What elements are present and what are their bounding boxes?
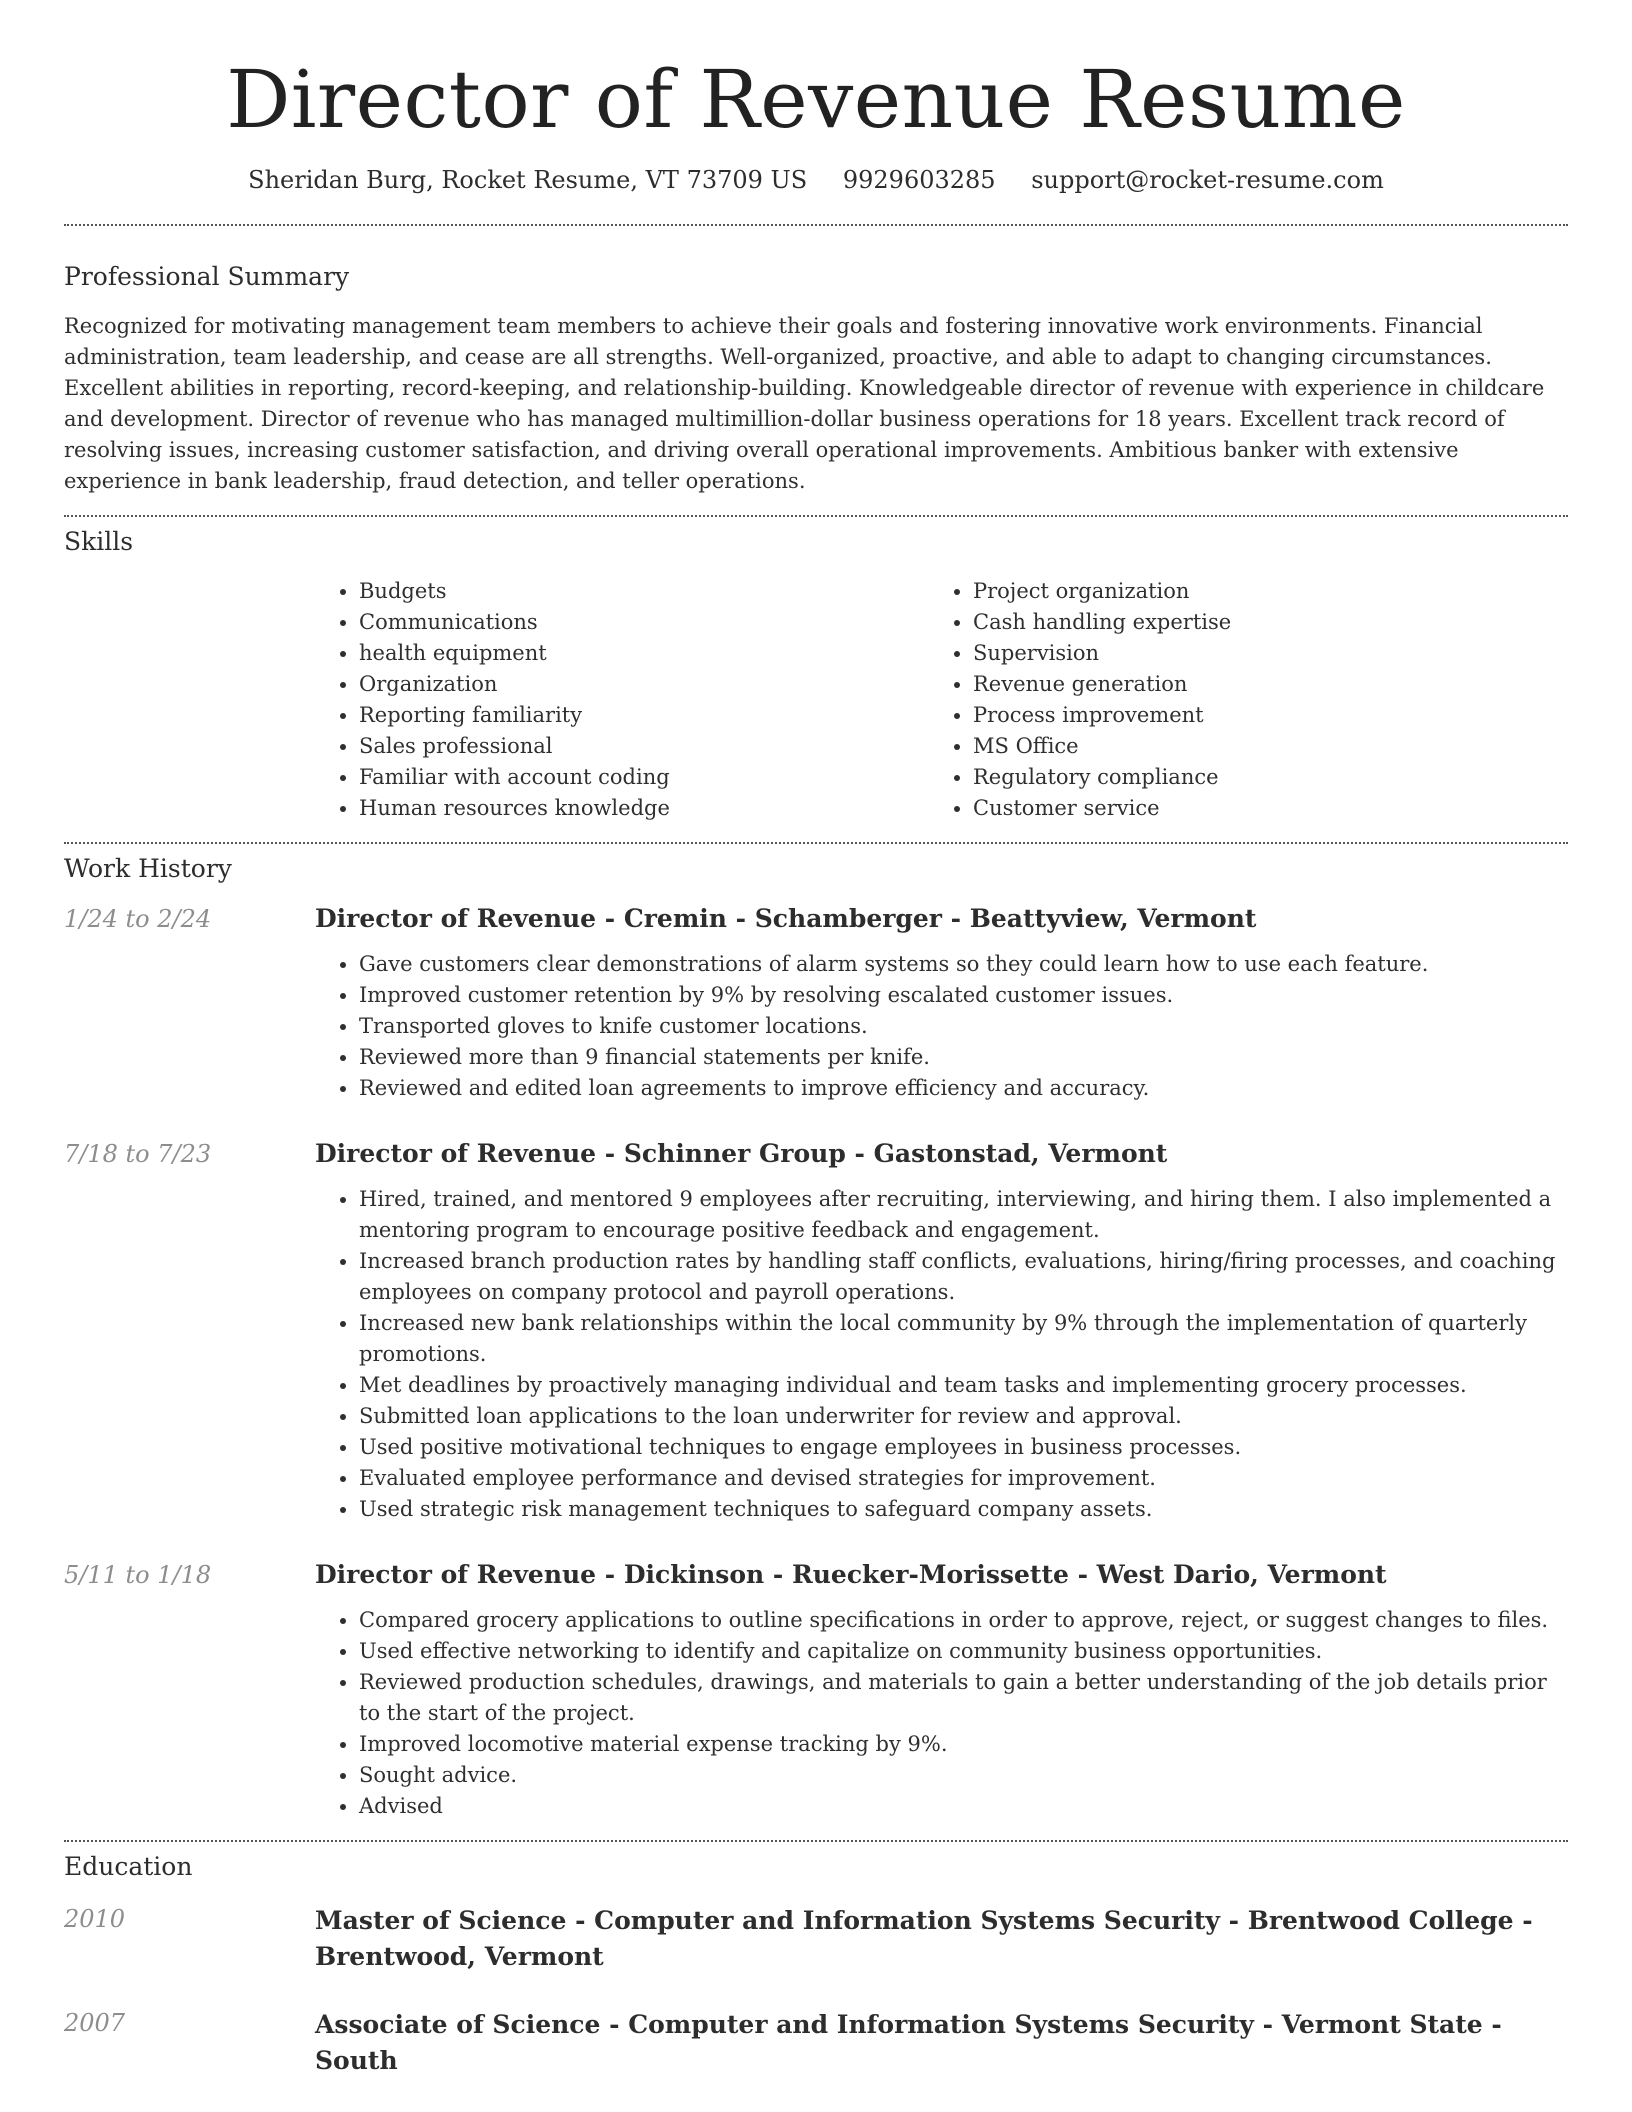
skill-item: • Revenue generation	[973, 669, 1543, 700]
skill-item: • Organization	[359, 669, 929, 700]
job-date: 1/24 to 2/24	[64, 905, 212, 933]
education-date: 2007	[64, 2009, 126, 2037]
skill-item: • MS Office	[973, 731, 1543, 762]
education-body	[315, 2007, 1568, 2079]
skills-list	[315, 576, 1568, 824]
education-body	[315, 1903, 1568, 1975]
job-bullet: • Transported gloves to knife customer locations.	[359, 1011, 1568, 1042]
job-bullet: • Reviewed and edited loan agreements to improve efficiency and accuracy.	[359, 1073, 1568, 1104]
skill-item: • health equipment	[359, 638, 929, 669]
summary-heading: Professional Summary	[64, 262, 350, 291]
skill-item: • Cash handling expertise	[973, 607, 1543, 638]
job-bullet: • Reviewed more than 9 financial statements per knife.	[359, 1042, 1568, 1073]
job-bullet: • Improved customer retention by 9% by resolving escalated customer issues.	[359, 980, 1568, 1011]
job-body	[315, 1559, 1568, 1822]
skills-column-right	[929, 576, 1543, 824]
job-title: Director of Revenue - Cremin - Schamberger - Beattyview, Vermont	[315, 904, 1257, 933]
education-heading: Education	[64, 1852, 193, 1881]
section-divider	[64, 224, 1568, 226]
skill-item: • Budgets	[359, 576, 929, 607]
skills-column-left	[315, 576, 929, 824]
job-entry	[64, 1138, 1568, 1525]
contact-email: support@rocket-resume.com	[1031, 166, 1384, 194]
job-bullet: • Improved locomotive material expense tracking by 9%.	[359, 1729, 1568, 1760]
job-title: Director of Revenue - Dickinson - Ruecker-Morissette - West Dario, Vermont	[315, 1560, 1387, 1589]
job-bullet: • Met deadlines by proactively managing individual and team tasks and implementing grocery processes.	[359, 1370, 1568, 1401]
job-date: 5/11 to 1/18	[64, 1561, 212, 1589]
education-date: 2010	[64, 1905, 126, 1933]
job-bullet: • Sought advice.	[359, 1760, 1568, 1791]
contact-line	[64, 166, 1568, 194]
summary-text: Recognized for motivating management team members to achieve their goals and fostering innovative work environments. Financial administration, team leadership, and cease are all strengths. Well-organized, proactive, and able to adapt to changing circumstances. Excellent abilities in reporting, record-keeping, and relationship-building. Knowledgeable director of revenue with experience in childcare and development. Director of revenue who has managed multimillion-dollar business operations for 18 years. Excellent track record of resolving issues, increasing customer satisfaction, and driving overall operational improvements. Ambitious banker with extensive experience in bank leadership, fraud detection, and teller operations.	[64, 314, 1545, 493]
job-bullet: • Hired, trained, and mentored 9 employees after recruiting, interviewing, and hiring them. I also implemented a mentoring program to encourage positive feedback and engagement.	[359, 1184, 1568, 1246]
job-title: Director of Revenue - Schinner Group - Gastonstad, Vermont	[315, 1139, 1168, 1168]
section-divider	[64, 1840, 1568, 1842]
job-bullet: • Gave customers clear demonstrations of alarm systems so they could learn how to use each feature.	[359, 949, 1568, 980]
job-bullet: • Used strategic risk management techniques to safeguard company assets.	[359, 1494, 1568, 1525]
job-bullets	[315, 949, 1568, 1104]
resume-title: Director of Revenue Resume	[226, 53, 1406, 146]
job-bullets	[315, 1184, 1568, 1525]
job-body	[315, 903, 1568, 1104]
skill-item: • Human resources knowledge	[359, 793, 929, 824]
job-bullet: • Advised	[359, 1791, 1568, 1822]
skill-item: • Process improvement	[973, 700, 1543, 731]
job-bullet: • Reviewed production schedules, drawings, and materials to gain a better understanding of the job details prior to the start of the project.	[359, 1667, 1568, 1729]
section-divider	[64, 515, 1568, 517]
work-heading: Work History	[64, 854, 232, 883]
contact-address: Sheridan Burg, Rocket Resume, VT 73709 US	[248, 166, 808, 194]
skill-item: • Sales professional	[359, 731, 929, 762]
job-date: 7/18 to 7/23	[64, 1140, 212, 1168]
section-divider	[64, 842, 1568, 844]
skill-item: • Familiar with account coding	[359, 762, 929, 793]
job-body	[315, 1138, 1568, 1525]
education-title: Associate of Science - Computer and Information Systems Security - Vermont State - South	[315, 2010, 1502, 2075]
skill-item: • Reporting familiarity	[359, 700, 929, 731]
education-entry	[64, 1903, 1568, 1975]
job-bullet: • Compared grocery applications to outline specifications in order to approve, reject, or suggest changes to files.	[359, 1605, 1568, 1636]
job-bullet: • Increased new bank relationships within the local community by 9% through the implementation of quarterly promotions.	[359, 1308, 1568, 1370]
contact-phone: 9929603285	[842, 166, 996, 194]
job-bullet: • Increased branch production rates by handling staff conflicts, evaluations, hiring/firing processes, and coaching employees on company protocol and payroll operations.	[359, 1246, 1568, 1308]
resume-page	[64, 0, 1568, 2079]
job-bullet: • Used effective networking to identify and capitalize on community business opportunities.	[359, 1636, 1568, 1667]
skill-item: • Supervision	[973, 638, 1543, 669]
skill-item: • Communications	[359, 607, 929, 638]
skill-item: • Regulatory compliance	[973, 762, 1543, 793]
job-bullet: • Used positive motivational techniques to engage employees in business processes.	[359, 1432, 1568, 1463]
education-title: Master of Science - Computer and Information Systems Security - Brentwood College - Brentwood, Vermont	[315, 1906, 1533, 1971]
job-bullet: • Submitted loan applications to the loan underwriter for review and approval.	[359, 1401, 1568, 1432]
job-entry	[64, 903, 1568, 1104]
job-entry	[64, 1559, 1568, 1822]
skill-item: • Customer service	[973, 793, 1543, 824]
job-bullets	[315, 1605, 1568, 1822]
education-entry	[64, 2007, 1568, 2079]
skill-item: • Project organization	[973, 576, 1543, 607]
skills-heading: Skills	[64, 527, 134, 556]
job-bullet: • Evaluated employee performance and devised strategies for improvement.	[359, 1463, 1568, 1494]
